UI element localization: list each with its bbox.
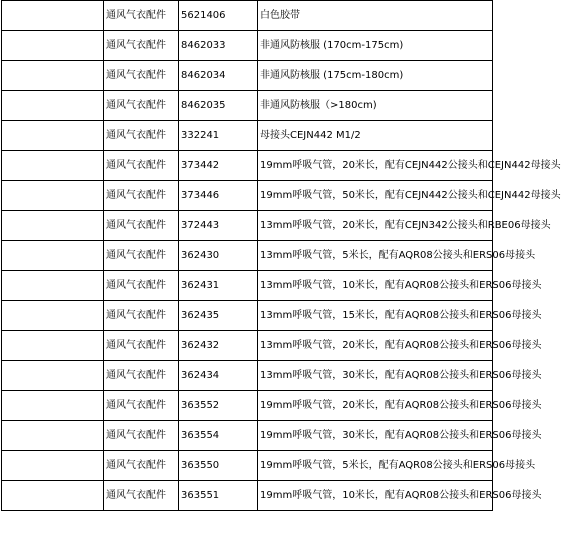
description-cell: 13mm呼吸气管，15米长，配有AQR08公接头和ERS06母接头 <box>258 301 493 331</box>
code-cell: 362430 <box>179 241 258 271</box>
table-row <box>2 241 493 271</box>
blank-cell <box>2 211 104 241</box>
description-cell: 非通风防核服 (170cm-175cm) <box>258 31 493 61</box>
description-cell: 19mm呼吸气管，30米长，配有AQR08公接头和ERS06母接头 <box>258 421 493 451</box>
code-cell: 362434 <box>179 361 258 391</box>
description-cell: 13mm呼吸气管，5米长，配有AQR08公接头和ERS06母接头 <box>258 241 493 271</box>
description-cell: 13mm呼吸气管，10米长，配有AQR08公接头和ERS06母接头 <box>258 271 493 301</box>
blank-cell <box>2 361 104 391</box>
category-cell: 通风气衣配件 <box>104 181 179 211</box>
category-cell: 通风气衣配件 <box>104 301 179 331</box>
category-cell: 通风气衣配件 <box>104 481 179 511</box>
category-cell: 通风气衣配件 <box>104 331 179 361</box>
description-cell: 母接头CEJN442 M1/2 <box>258 121 493 151</box>
category-cell: 通风气衣配件 <box>104 121 179 151</box>
code-cell: 5621406 <box>179 1 258 31</box>
description-cell: 19mm呼吸气管，20米长，配有CEJN442公接头和CEJN442母接头 <box>258 151 493 181</box>
category-cell: 通风气衣配件 <box>104 391 179 421</box>
parts-table <box>1 0 561 511</box>
code-cell: 8462034 <box>179 61 258 91</box>
blank-cell <box>2 181 104 211</box>
code-cell: 363551 <box>179 481 258 511</box>
category-cell: 通风气衣配件 <box>104 271 179 301</box>
blank-cell <box>2 121 104 151</box>
table-row <box>2 1 493 31</box>
blank-cell <box>2 241 104 271</box>
blank-cell <box>2 391 104 421</box>
table-row <box>2 271 493 301</box>
blank-cell <box>2 151 104 181</box>
category-cell: 通风气衣配件 <box>104 91 179 121</box>
blank-cell <box>2 61 104 91</box>
code-cell: 363550 <box>179 451 258 481</box>
table-row <box>2 361 493 391</box>
category-cell: 通风气衣配件 <box>104 151 179 181</box>
code-cell: 332241 <box>179 121 258 151</box>
code-cell: 362432 <box>179 331 258 361</box>
category-cell: 通风气衣配件 <box>104 451 179 481</box>
table-row <box>2 91 493 121</box>
code-cell: 362431 <box>179 271 258 301</box>
blank-cell <box>2 331 104 361</box>
category-cell: 通风气衣配件 <box>104 1 179 31</box>
description-cell: 19mm呼吸气管，5米长，配有AQR08公接头和ERS06母接头 <box>258 451 493 481</box>
code-cell: 373442 <box>179 151 258 181</box>
code-cell: 372443 <box>179 211 258 241</box>
code-cell: 362435 <box>179 301 258 331</box>
blank-cell <box>2 1 104 31</box>
description-cell: 19mm呼吸气管，50米长，配有CEJN442公接头和CEJN442母接头 <box>258 181 493 211</box>
table-row <box>2 391 493 421</box>
blank-cell <box>2 271 104 301</box>
blank-cell <box>2 451 104 481</box>
code-cell: 363552 <box>179 391 258 421</box>
description-cell: 13mm呼吸气管，20米长，配有CEJN342公接头和RBE06母接头 <box>258 211 493 241</box>
table-row <box>2 331 493 361</box>
category-cell: 通风气衣配件 <box>104 31 179 61</box>
description-cell: 非通风防核服 (175cm-180cm) <box>258 61 493 91</box>
blank-cell <box>2 301 104 331</box>
category-cell: 通风气衣配件 <box>104 421 179 451</box>
table-row <box>2 121 493 151</box>
description-cell: 非通风防核服（>180cm) <box>258 91 493 121</box>
description-cell: 19mm呼吸气管，10米长，配有AQR08公接头和ERS06母接头 <box>258 481 493 511</box>
category-cell: 通风气衣配件 <box>104 61 179 91</box>
code-cell: 373446 <box>179 181 258 211</box>
table-row <box>2 451 493 481</box>
description-cell: 19mm呼吸气管，20米长，配有AQR08公接头和ERS06母接头 <box>258 391 493 421</box>
blank-cell <box>2 91 104 121</box>
table-row <box>2 481 493 511</box>
category-cell: 通风气衣配件 <box>104 361 179 391</box>
code-cell: 8462035 <box>179 91 258 121</box>
description-cell: 白色胶带 <box>258 1 493 31</box>
category-cell: 通风气衣配件 <box>104 211 179 241</box>
table-row <box>2 151 493 181</box>
code-cell: 363554 <box>179 421 258 451</box>
blank-cell <box>2 31 104 61</box>
category-cell: 通风气衣配件 <box>104 241 179 271</box>
table-row <box>2 421 493 451</box>
code-cell: 8462033 <box>179 31 258 61</box>
table-row <box>2 301 493 331</box>
table-row <box>2 211 493 241</box>
table-row <box>2 181 493 211</box>
table-row <box>2 61 493 91</box>
description-cell: 13mm呼吸气管，20米长，配有AQR08公接头和ERS06母接头 <box>258 331 493 361</box>
blank-cell <box>2 421 104 451</box>
table-row <box>2 31 493 61</box>
description-cell: 13mm呼吸气管，30米长，配有AQR08公接头和ERS06母接头 <box>258 361 493 391</box>
blank-cell <box>2 481 104 511</box>
